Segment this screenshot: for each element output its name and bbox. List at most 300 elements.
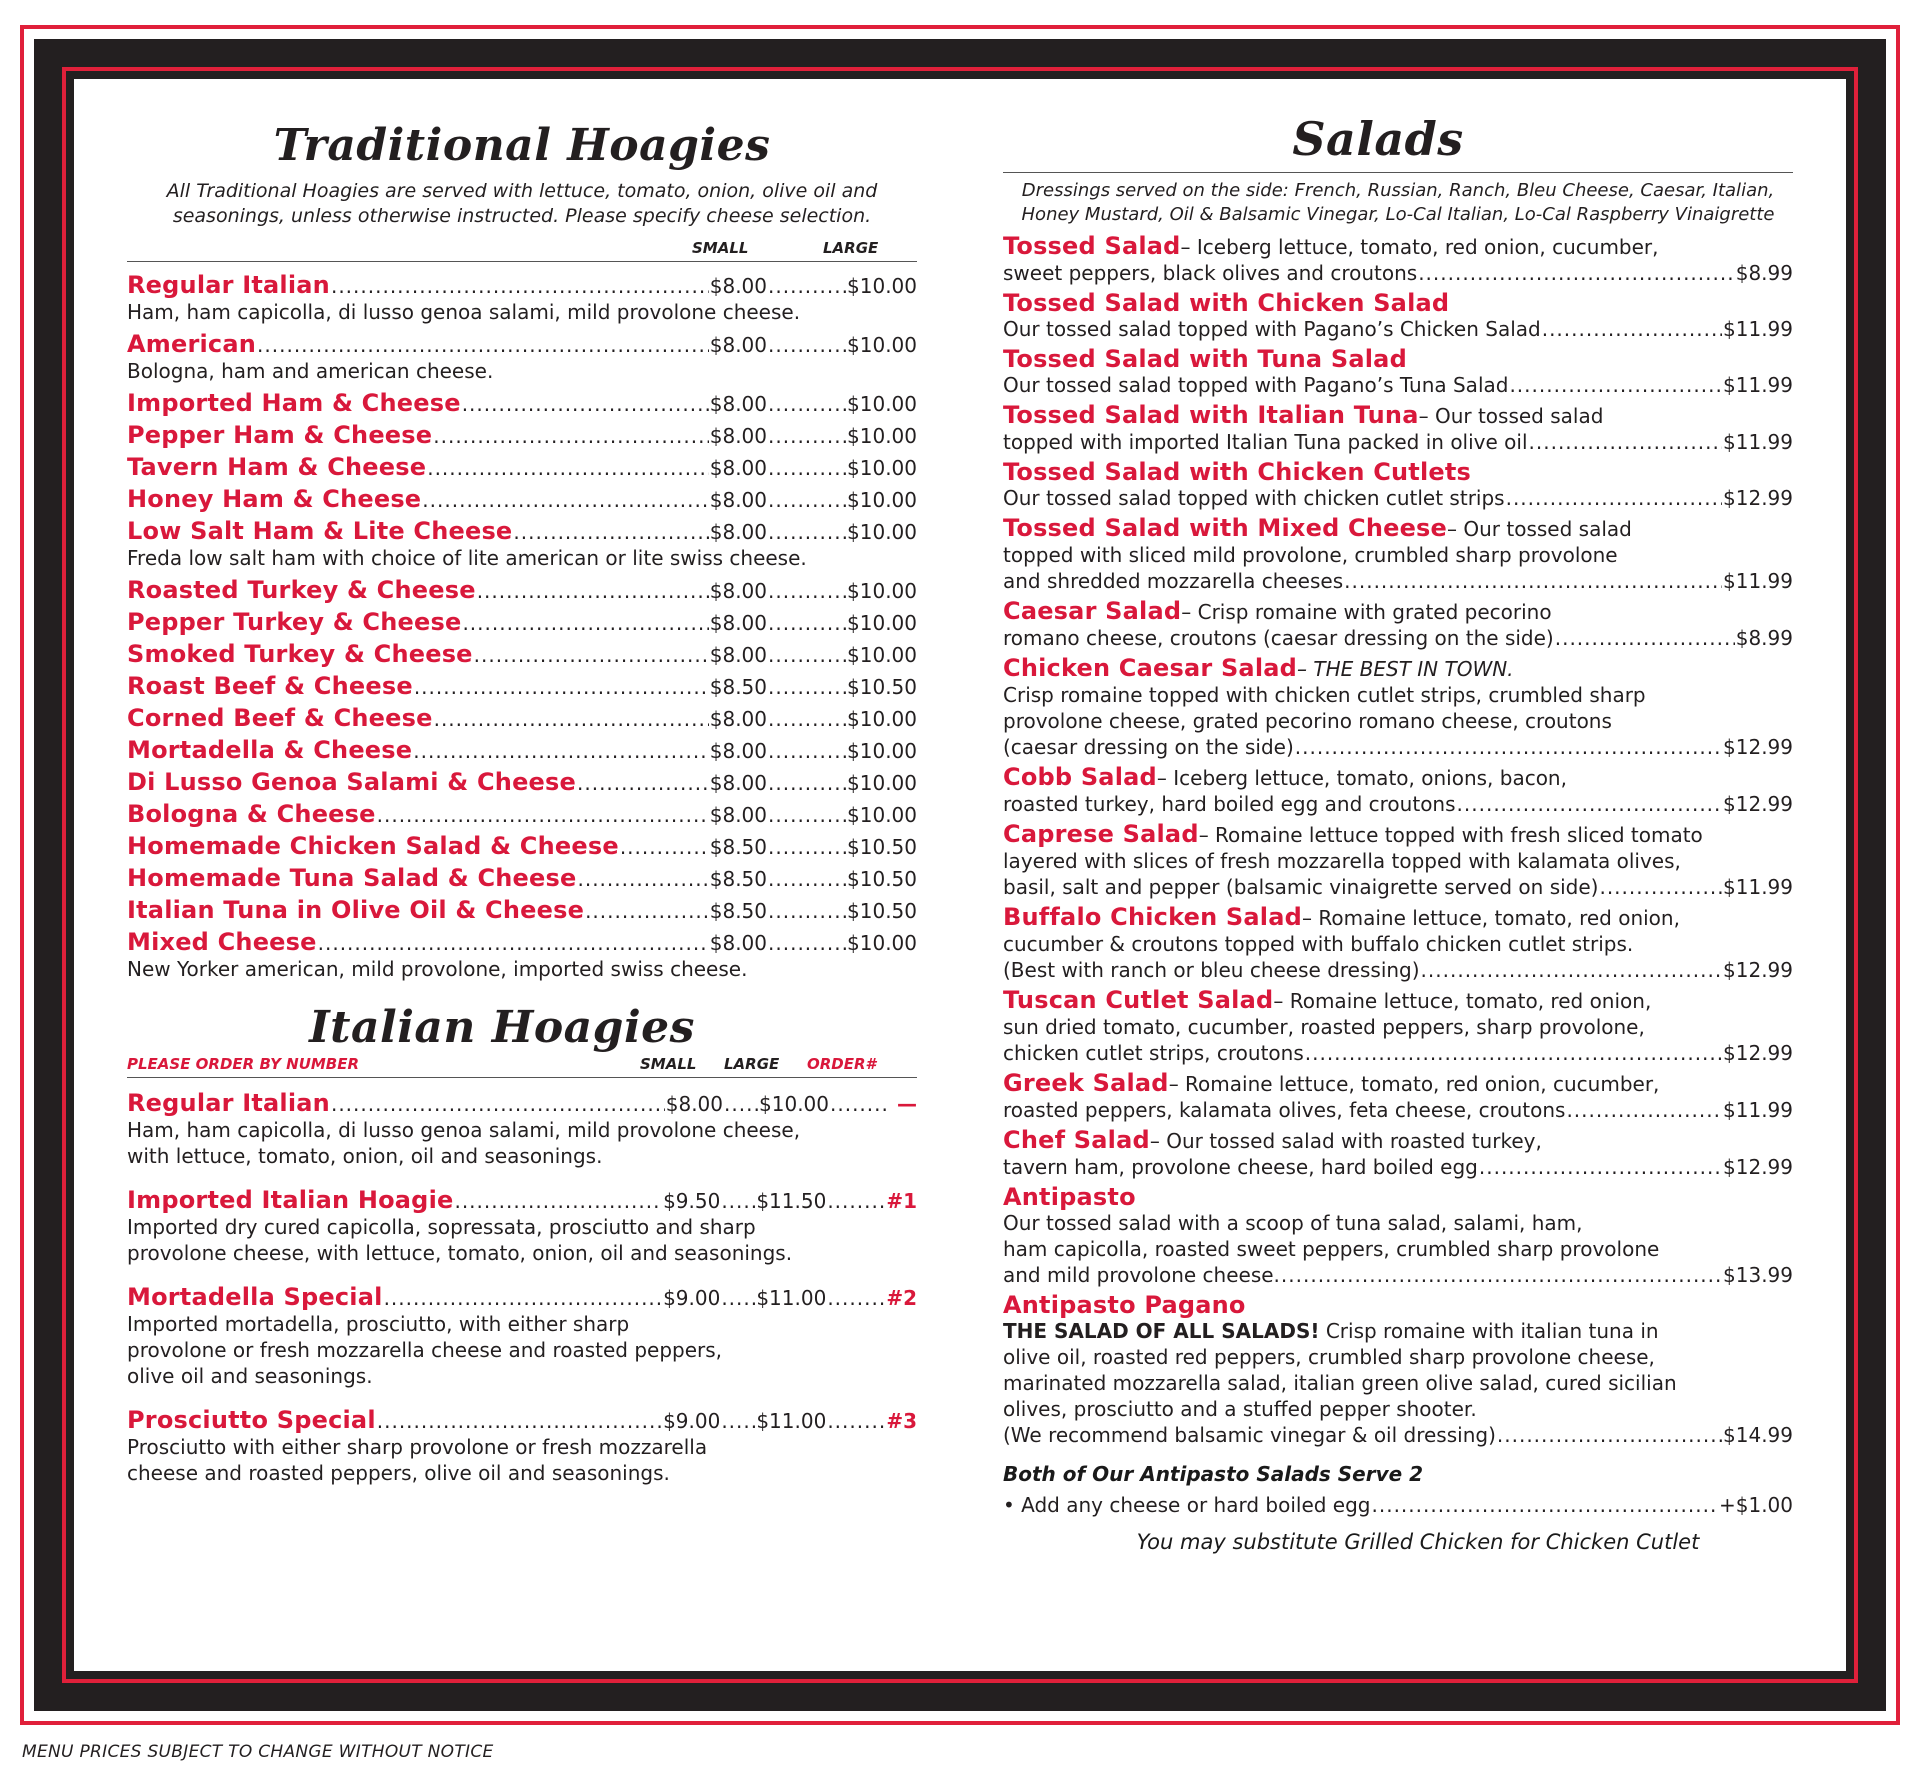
salad-bold-lead: THE SALAD OF ALL SALADS! (1003, 1319, 1320, 1343)
leader-dots (1295, 734, 1722, 760)
salad-heading (1003, 1070, 1793, 1097)
item-line (127, 705, 917, 732)
leader-dots (577, 866, 708, 892)
salad-price: $11.99 (1723, 569, 1793, 593)
small-price: $9.50 (663, 1189, 721, 1213)
intro-line: seasonings, unless otherwise instructed. Please specify cheese selection. (172, 205, 872, 227)
leader-dots (1305, 1040, 1722, 1066)
menu-item (127, 737, 917, 764)
item-description: New Yorker american, mild provolone, imported swiss cheese. (127, 957, 748, 981)
salad-item (1003, 987, 1793, 1066)
salad-price-line (1003, 957, 1793, 983)
traditional-intro (127, 179, 917, 229)
salad-inline-desc: – Romaine lettuce, tomato, red onion, (1273, 989, 1652, 1013)
leader-dots (1457, 791, 1722, 817)
leader-dots (830, 1091, 888, 1117)
item-description: olive oil and seasonings. (127, 1364, 373, 1388)
salad-name: Tossed Salad with Mixed Cheese (1003, 514, 1448, 542)
salad-item (1003, 764, 1793, 817)
salad-name: Cobb Salad (1003, 763, 1157, 791)
salad-description: olive oil, roasted red peppers, crumbled sharp provolone cheese, (1003, 1345, 1655, 1369)
salad-description: basil, salt and pepper (balsamic vinaigrette served on side) (1003, 875, 1599, 899)
large-price: $10.50 (847, 899, 917, 923)
salad-heading (1003, 459, 1793, 485)
item-line (127, 769, 917, 796)
leader-dots (477, 578, 709, 604)
small-price: $8.00 (709, 931, 768, 955)
item-name: Regular Italian (127, 1089, 330, 1117)
large-price: $11.00 (756, 1286, 827, 1310)
salad-name: Caesar Salad (1003, 597, 1182, 625)
item-line (127, 1284, 917, 1311)
salad-heading (1003, 1292, 1793, 1318)
leader-dots (724, 1091, 758, 1117)
salad-item (1003, 515, 1793, 594)
salad-heading (1003, 1184, 1793, 1210)
salad-price-line (1003, 568, 1793, 594)
menu-item (127, 609, 917, 636)
salad-description: romano cheese, croutons (caesar dressing on the side) (1003, 626, 1554, 650)
salad-description: olives, prosciutto and a stuffed pepper shooter. (1003, 1397, 1477, 1421)
salad-heading (1003, 598, 1793, 625)
salad-name: Chef Salad (1003, 1126, 1150, 1154)
leader-dots (1497, 1422, 1722, 1448)
item-description: with lettuce, tomato, onion, oil and seasonings. (127, 1144, 603, 1168)
leader-dots (454, 1188, 662, 1214)
leader-dots (1281, 1262, 1722, 1288)
salad-description: roasted turkey, hard boiled egg and croutons (1003, 792, 1456, 816)
salad-description: marinated mozzarella salad, italian green olive salad, cured sicilian (1003, 1371, 1677, 1395)
leader-dots (413, 738, 709, 764)
salad-item (1003, 1070, 1793, 1123)
leader-dots (1542, 316, 1722, 342)
salad-price-line (1003, 1040, 1793, 1066)
large-price: $10.00 (847, 579, 917, 603)
salad-item (1003, 821, 1793, 900)
salad-inline-desc: – Crisp romaine with grated pecorino (1181, 600, 1552, 624)
salad-item (1003, 290, 1793, 342)
leader-dots (1566, 1097, 1722, 1123)
large-price: $10.00 (847, 931, 917, 955)
traditional-hoagies-title: Traditional Hoagies (273, 120, 771, 171)
leader-dots (377, 1408, 662, 1434)
leader-dots (1418, 260, 1735, 286)
salad-name: Tossed Salad (1003, 232, 1181, 260)
dressings-line: Dressings served on the side: French, Russian, Ranch, Bleu Cheese, Caesar, Italian, (1021, 180, 1775, 201)
item-name: Tavern Ham & Cheese (127, 453, 427, 481)
salad-description: chicken cutlet strips, croutons (1003, 1041, 1304, 1065)
leader-dots (474, 642, 709, 668)
leader-dots (768, 610, 846, 636)
salad-price-line (1003, 316, 1793, 342)
item-line (127, 1187, 917, 1214)
item-description: Bologna, ham and american cheese. (127, 359, 494, 383)
leader-dots (577, 770, 709, 796)
item-line (127, 1407, 917, 1434)
salad-price: $8.99 (1735, 626, 1793, 650)
item-name: Prosciutto Special (127, 1406, 376, 1434)
leader-dots (620, 834, 709, 860)
italian-hoagies-title: Italian Hoagies (309, 1002, 695, 1053)
item-name: Roast Beef & Cheese (127, 672, 413, 700)
divider (1003, 172, 1793, 173)
dressings-line: Honey Mustard, Oil & Balsamic Vinegar, Lo-Cal Italian, Lo-Cal Raspberry Vinaigrette (1021, 204, 1775, 225)
salad-name: Tossed Salad with Chicken Cutlets (1003, 458, 1472, 486)
menu-item (127, 577, 917, 604)
leader-dots (721, 1285, 755, 1311)
salad-item (1003, 1127, 1793, 1180)
salad-description-text: Crisp romaine with italian tuna in (1319, 1319, 1659, 1343)
item-line (127, 673, 917, 700)
menu-item (127, 390, 917, 417)
small-price: $8.00 (709, 274, 768, 298)
salad-item (1003, 1292, 1793, 1448)
leader-dots (377, 802, 709, 828)
order-number: — (897, 1092, 917, 1116)
leader-dots (462, 391, 709, 417)
salad-name: Chicken Caesar Salad (1003, 654, 1298, 682)
salad-description: roasted peppers, kalamata olives, feta cheese, croutons (1003, 1098, 1566, 1122)
salad-name: Tossed Salad with Chicken Salad (1003, 289, 1450, 317)
leader-dots (768, 391, 846, 417)
traditional-column-headers (127, 237, 917, 261)
menu-item (127, 1090, 917, 1169)
item-description: Prosciutto with either sharp provolone or fresh mozzarella (127, 1435, 708, 1459)
item-line (127, 737, 917, 764)
salad-description: sweet peppers, black olives and croutons (1003, 261, 1418, 285)
salad-inline-desc: – Romaine lettuce, tomato, red onion, cucumber, (1168, 1072, 1660, 1096)
leader-dots (768, 642, 846, 668)
leader-dots (827, 1285, 885, 1311)
right-column (1003, 112, 1793, 1554)
item-line (127, 486, 917, 513)
large-price: $11.00 (756, 1409, 827, 1433)
salad-description: (Best with ranch or bleu cheese dressing) (1003, 958, 1420, 982)
small-price: $8.00 (709, 611, 768, 635)
salad-heading (1003, 346, 1793, 372)
item-name: Corned Beef & Cheese (127, 704, 433, 732)
small-price: $9.00 (663, 1409, 721, 1433)
salad-heading (1003, 402, 1793, 429)
salad-description: sun dried tomato, cucumber, roasted peppers, sharp provolone, (1003, 1015, 1645, 1039)
menu-item (127, 641, 917, 668)
leader-dots (384, 1285, 663, 1311)
salad-heading (1003, 233, 1793, 260)
leader-dots (462, 610, 708, 636)
leader-dots (1509, 372, 1722, 398)
small-price: $8.00 (709, 392, 768, 416)
leader-dots (768, 898, 846, 924)
salad-price: $12.99 (1723, 958, 1793, 982)
menu-item (127, 272, 917, 325)
large-price: $10.00 (847, 611, 917, 635)
menu-item (127, 865, 917, 892)
salad-price-line (1003, 372, 1793, 398)
item-name: Mortadella & Cheese (127, 736, 413, 764)
salad-name: Buffalo Chicken Salad (1003, 903, 1302, 931)
salad-price: $8.99 (1735, 261, 1793, 285)
item-name: Regular Italian (127, 271, 330, 299)
leader-dots (768, 738, 846, 764)
item-name: Honey Ham & Cheese (127, 485, 422, 513)
salad-description: layered with slices of fresh mozzarella topped with kalamata olives, (1003, 849, 1681, 873)
salad-name: Tossed Salad with Tuna Salad (1003, 345, 1407, 373)
salad-price: $11.99 (1723, 430, 1793, 454)
leader-dots (768, 455, 846, 481)
salad-name: Caprese Salad (1003, 820, 1199, 848)
menu-item (127, 705, 917, 732)
small-price: $8.00 (709, 707, 768, 731)
small-price: $8.50 (709, 867, 768, 891)
item-name: Low Salt Ham & Lite Cheese (127, 517, 513, 545)
leader-dots (1599, 874, 1722, 900)
item-line (127, 609, 917, 636)
large-header: LARGE (724, 1055, 780, 1073)
salad-heading (1003, 655, 1793, 682)
leader-dots (768, 834, 846, 860)
small-price: $8.00 (709, 424, 768, 448)
item-line (127, 641, 917, 668)
salad-item (1003, 233, 1793, 286)
salad-description: (caesar dressing on the side) (1003, 735, 1294, 759)
salad-name: Antipasto (1003, 1183, 1136, 1211)
salad-name: Greek Salad (1003, 1069, 1169, 1097)
item-name: Homemade Tuna Salad & Cheese (127, 864, 577, 892)
salad-description: ham capicolla, roasted sweet peppers, crumbled sharp provolone (1003, 1237, 1660, 1261)
salad-description: Our tossed salad topped with chicken cutlet strips (1003, 486, 1505, 510)
small-price: $8.00 (709, 771, 768, 795)
item-name: Mortadella Special (127, 1283, 383, 1311)
large-price: $10.00 (847, 739, 917, 763)
salad-description: Crisp romaine topped with chicken cutlet strips, crumbled sharp (1003, 683, 1646, 707)
footer-disclaimer: MENU PRICES SUBJECT TO CHANGE WITHOUT NOTICE (22, 1742, 494, 1762)
menu-item (127, 331, 917, 384)
large-price: $10.00 (847, 488, 917, 512)
large-price: $10.00 (759, 1092, 829, 1116)
item-line (127, 929, 917, 956)
addon-row (1003, 1492, 1793, 1518)
leader-dots (1372, 1492, 1718, 1518)
salad-inline-desc: – THE BEST IN TOWN. (1297, 657, 1514, 681)
large-price: $10.50 (847, 675, 917, 699)
salad-price-line (1003, 1154, 1793, 1180)
leader-dots (585, 898, 709, 924)
leader-dots (768, 674, 846, 700)
italian-column-headers (127, 1053, 917, 1077)
menu-item (127, 1407, 917, 1486)
item-line (127, 865, 917, 892)
salad-item (1003, 346, 1793, 398)
leader-dots (434, 706, 709, 732)
salad-price-line (1003, 734, 1793, 760)
salad-inline-desc: – Our tossed salad (1418, 404, 1604, 428)
traditional-list (127, 272, 917, 982)
salad-item (1003, 402, 1793, 455)
salad-price-line (1003, 625, 1793, 651)
item-line (127, 390, 917, 417)
menu-item (127, 1187, 917, 1266)
leader-dots (1506, 485, 1722, 511)
salad-inline-desc: – Our tossed salad (1447, 517, 1632, 541)
salad-inline-desc: – Our tossed salad with roasted turkey, (1149, 1129, 1542, 1153)
salad-price: $13.99 (1723, 1263, 1793, 1287)
menu-item (127, 454, 917, 481)
item-name: Italian Tuna in Olive Oil & Cheese (127, 896, 585, 924)
salad-inline-desc: – Iceberg lettuce, tomato, onions, bacon, (1156, 766, 1567, 790)
salad-price-line (1003, 429, 1793, 455)
dressings-note (1003, 179, 1793, 227)
small-price: $8.00 (709, 488, 768, 512)
small-header: SMALL (692, 239, 749, 257)
large-price: $10.00 (847, 771, 917, 795)
salad-name: Tossed Salad with Italian Tuna (1003, 401, 1419, 429)
large-price: $10.00 (847, 643, 917, 667)
item-line (127, 1090, 917, 1117)
leader-dots (1555, 625, 1735, 651)
salad-description: and shredded mozzarella cheeses (1003, 569, 1344, 593)
salad-heading (1003, 821, 1793, 848)
leader-dots (414, 674, 709, 700)
order-note: PLEASE ORDER BY NUMBER (127, 1055, 360, 1073)
salad-name: Antipasto Pagano (1003, 1291, 1246, 1319)
leader-dots (331, 1091, 665, 1117)
salad-price-line (1003, 1097, 1793, 1123)
item-name: Smoked Turkey & Cheese (127, 640, 473, 668)
salad-description (1003, 1318, 1793, 1344)
salad-heading (1003, 987, 1793, 1014)
salad-price-line (1003, 260, 1793, 286)
menu-item (127, 518, 917, 571)
leader-dots (433, 423, 709, 449)
leader-dots (768, 487, 846, 513)
salad-list (1003, 233, 1793, 1448)
item-description: Ham, ham capicolla, di lusso genoa salami, mild provolone cheese. (127, 300, 801, 324)
item-line (127, 833, 917, 860)
item-description: cheese and roasted peppers, olive oil and seasonings. (127, 1461, 670, 1485)
salad-price: $12.99 (1723, 792, 1793, 816)
serve-note: Both of Our Antipasto Salads Serve 2 (1003, 1462, 1424, 1486)
leader-dots (768, 930, 846, 956)
large-price: $10.00 (847, 274, 917, 298)
small-header: SMALL (640, 1055, 697, 1073)
salads-title: Salads (1292, 112, 1464, 166)
item-name: Bologna & Cheese (127, 800, 376, 828)
salad-description: Our tossed salad topped with Pagano’s Chicken Salad (1003, 317, 1541, 341)
large-price: $10.50 (847, 867, 917, 891)
menu-item (127, 422, 917, 449)
leader-dots (768, 423, 846, 449)
large-price: $10.00 (847, 520, 917, 544)
item-name: Imported Italian Hoagie (127, 1186, 454, 1214)
small-price: $8.00 (709, 520, 768, 544)
leader-dots (331, 273, 709, 299)
menu-item (127, 801, 917, 828)
salad-description: cucumber & croutons topped with buffalo chicken cutlet strips. (1003, 932, 1634, 956)
small-price: $8.50 (709, 675, 768, 699)
salad-item (1003, 459, 1793, 511)
leader-dots (721, 1408, 755, 1434)
large-price: $10.00 (847, 392, 917, 416)
salad-description: provolone cheese, grated pecorino romano cheese, croutons (1003, 709, 1612, 733)
item-line (127, 422, 917, 449)
menu-item (127, 769, 917, 796)
small-price: $8.00 (709, 803, 768, 827)
intro-line: All Traditional Hoagies are served with lettuce, tomato, onion, olive oil and (166, 180, 878, 202)
item-line (127, 272, 917, 299)
leader-dots (768, 866, 846, 892)
menu-item (127, 673, 917, 700)
leader-dots (427, 455, 709, 481)
salad-price: $11.99 (1723, 373, 1793, 397)
menu-item (127, 897, 917, 924)
leader-dots (768, 802, 846, 828)
leader-dots (768, 770, 846, 796)
salad-item (1003, 904, 1793, 983)
salad-price: $14.99 (1723, 1423, 1793, 1447)
salad-description: and mild provolone cheese. (1003, 1263, 1280, 1287)
salad-price: $11.99 (1723, 1098, 1793, 1122)
leader-dots (721, 1188, 755, 1214)
small-price: $8.00 (709, 456, 768, 480)
substitute-note: You may substitute Grilled Chicken for Chicken Cutlet (1136, 1530, 1700, 1554)
salad-heading (1003, 1127, 1793, 1154)
salad-description: (We recommend balsamic vinegar & oil dressing) (1003, 1423, 1496, 1447)
item-description: Ham, ham capicolla, di lusso genoa salami, mild provolone cheese, (127, 1118, 801, 1142)
large-price: $11.50 (756, 1189, 827, 1213)
italian-list (127, 1090, 917, 1486)
large-price: $10.00 (847, 707, 917, 731)
order-number: #1 (886, 1189, 917, 1213)
small-price: $8.50 (709, 899, 768, 923)
salad-item (1003, 655, 1793, 760)
large-price: $10.00 (847, 424, 917, 448)
salad-price: $12.99 (1723, 1155, 1793, 1179)
leader-dots (318, 930, 709, 956)
addon-price: +$1.00 (1718, 1493, 1793, 1517)
item-line (127, 331, 917, 358)
order-number: #2 (886, 1286, 917, 1310)
leader-dots (1344, 568, 1722, 594)
item-name: American (127, 330, 257, 358)
salad-inline-desc: – Iceberg lettuce, tomato, red onion, cucumber, (1180, 235, 1659, 259)
leader-dots (768, 273, 846, 299)
order-header: ORDER# (807, 1055, 876, 1073)
leader-dots (827, 1408, 885, 1434)
small-price: $8.00 (665, 1092, 724, 1116)
leader-dots (768, 332, 846, 358)
item-line (127, 518, 917, 545)
divider (127, 1077, 917, 1078)
salad-item (1003, 1184, 1793, 1288)
item-description: provolone or fresh mozzarella cheese and roasted peppers, (127, 1338, 723, 1362)
item-name: Roasted Turkey & Cheese (127, 576, 476, 604)
salad-price: $11.99 (1723, 317, 1793, 341)
salad-price-line (1003, 874, 1793, 900)
salad-price-line (1003, 1422, 1793, 1448)
large-price: $10.00 (847, 333, 917, 357)
leader-dots (257, 332, 709, 358)
salad-heading (1003, 515, 1793, 542)
salad-name: Tuscan Cutlet Salad (1003, 986, 1274, 1014)
salad-price: $12.99 (1723, 735, 1793, 759)
salad-description: Our tossed salad topped with Pagano’s Tuna Salad (1003, 373, 1509, 397)
small-price: $8.50 (709, 835, 768, 859)
salad-heading (1003, 764, 1793, 791)
divider (127, 261, 917, 262)
salad-description: Our tossed salad with a scoop of tuna salad, salami, ham, (1003, 1211, 1583, 1235)
small-price: $8.00 (709, 643, 768, 667)
large-header: LARGE (823, 239, 879, 257)
